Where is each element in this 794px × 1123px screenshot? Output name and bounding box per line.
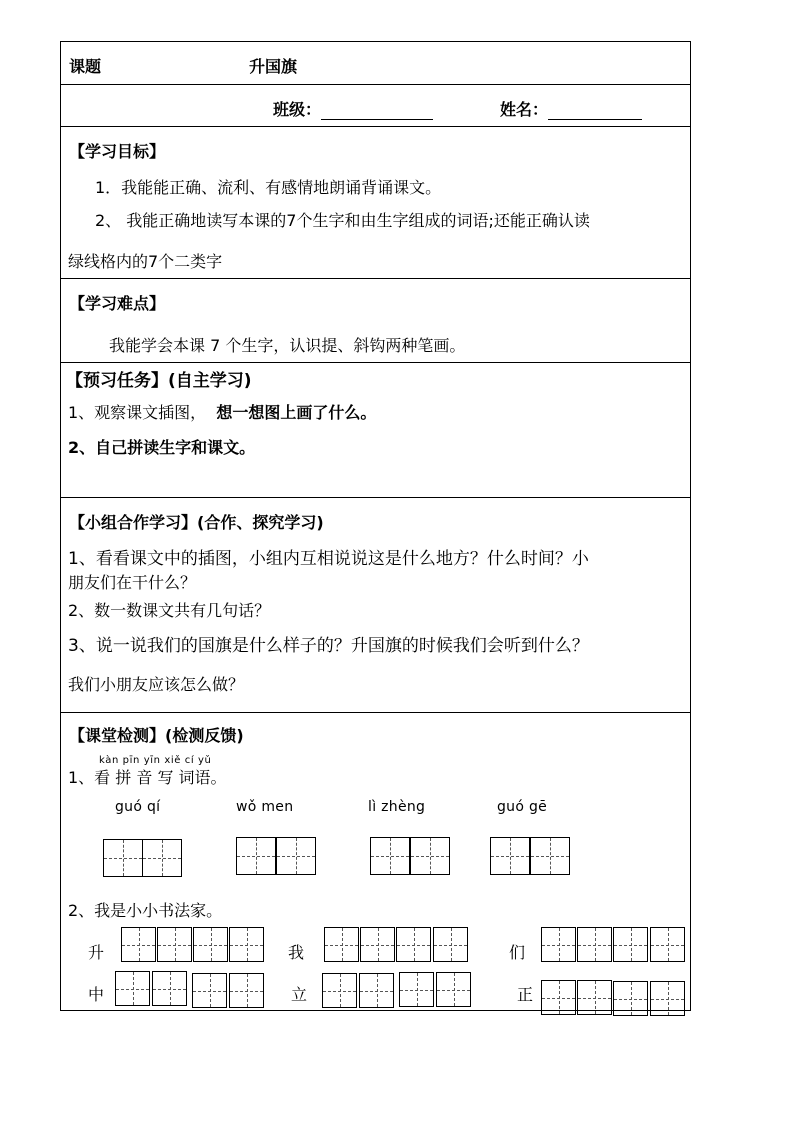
writing-cell[interactable] [359,973,394,1008]
group-question-3-cont: 我们小朋友应该怎么做？ [68,675,245,694]
difficulty-heading: 【学习难点】 [69,294,166,313]
word-pinyin-3: lì zhèng [368,799,426,815]
writing-cell[interactable] [324,927,359,962]
writing-cell[interactable] [541,980,576,1015]
preview-heading: 【预习任务】(自主学习) [66,371,252,391]
name-label: 姓名： [500,100,549,119]
word-pinyin-2: wǒ men [236,799,294,815]
table-border-top [60,41,691,42]
writing-cell[interactable] [276,837,316,875]
difficulty-text: 我能学会本课 7 个生字，认识提、斜钩两种笔画。 [109,336,466,355]
writing-cell[interactable] [433,927,468,962]
check-q1-text: 1、看 拼 音 写 词语。 [68,768,227,787]
writing-cell[interactable] [370,837,410,875]
table-border-left [60,41,61,1011]
name-field[interactable] [500,97,642,120]
topic-label: 课题 [69,57,102,76]
preview-item-2: 2、自己拼读生字和课文。 [68,438,256,457]
word-pinyin-1: guó qí [115,799,161,815]
writing-cell[interactable] [103,839,143,877]
writing-cell[interactable] [157,927,192,962]
writing-cell[interactable] [142,839,182,877]
preview-item-1-a: 1、观察课文插图， [68,403,207,422]
goal-item-1: 1．我能能正确、流利、有感情地朗诵背诵课文。 [95,178,442,197]
writing-cell[interactable] [193,927,228,962]
writing-cell[interactable] [436,972,471,1007]
char-label-li: 立 [291,985,308,1004]
row-divider [60,712,691,713]
row-divider [60,84,691,85]
char-label-zheng: 正 [517,985,534,1004]
writing-cell[interactable] [577,927,612,962]
writing-cell[interactable] [399,972,434,1007]
preview-item-1 [68,400,376,423]
writing-cell[interactable] [152,971,187,1006]
writing-cell[interactable] [192,973,227,1008]
row-divider [60,126,691,127]
class-blank [321,101,433,120]
char-label-wo: 我 [288,943,305,962]
group-question-1: 1、看看课文中的插图，小组内互相说说这是什么地方？什么时间？小 [68,549,589,569]
writing-cell[interactable] [229,973,264,1008]
writing-cell[interactable] [360,927,395,962]
class-field[interactable] [273,97,433,120]
writing-cell[interactable] [121,927,156,962]
row-divider [60,362,691,363]
writing-cell[interactable] [650,981,685,1016]
group-question-3: 3、说一说我们的国旗是什么样子的？升国旗的时候我们会听到什么？ [68,636,589,656]
writing-cell[interactable] [322,973,357,1008]
topic-value: 升国旗 [249,57,298,76]
writing-cell[interactable] [115,971,150,1006]
row-divider [60,497,691,498]
writing-cell[interactable] [613,927,648,962]
name-blank [548,101,642,120]
goals-heading: 【学习目标】 [69,142,166,161]
writing-cell[interactable] [410,837,450,875]
row-divider [60,278,691,279]
group-question-1-cont: 朋友们在干什么？ [68,573,197,592]
char-label-zhong: 中 [88,985,105,1004]
writing-cell[interactable] [541,927,576,962]
writing-cell[interactable] [530,837,570,875]
writing-cell[interactable] [490,837,530,875]
writing-cell[interactable] [396,927,431,962]
goal-item-2: 2、 我能正确地读写本课的7个生字和由生字组成的词语;还能正确认读 [95,211,590,230]
preview-item-1-b: 想一想图上画了什么。 [216,403,377,422]
char-label-sheng: 升 [88,943,105,962]
check-heading: 【课堂检测】(检测反馈) [69,726,244,745]
writing-cell[interactable] [650,927,685,962]
char-label-men: 们 [509,943,526,962]
check-q1-pinyin: kàn pīn yīn xiě cí yǔ [99,755,212,766]
writing-cell[interactable] [229,927,264,962]
writing-cell[interactable] [236,837,276,875]
goal-item-2-cont: 绿线格内的7个二类字 [68,252,223,271]
group-heading: 【小组合作学习】(合作、探究学习) [69,513,324,532]
class-label: 班级： [273,100,322,119]
table-border-right [690,41,691,1011]
check-q2-text: 2、我是小小书法家。 [68,901,223,920]
word-pinyin-4: guó gē [497,799,548,815]
writing-cell[interactable] [613,981,648,1016]
group-question-2: 2、数一数课文共有几句话？ [68,601,271,620]
writing-cell[interactable] [577,980,612,1015]
